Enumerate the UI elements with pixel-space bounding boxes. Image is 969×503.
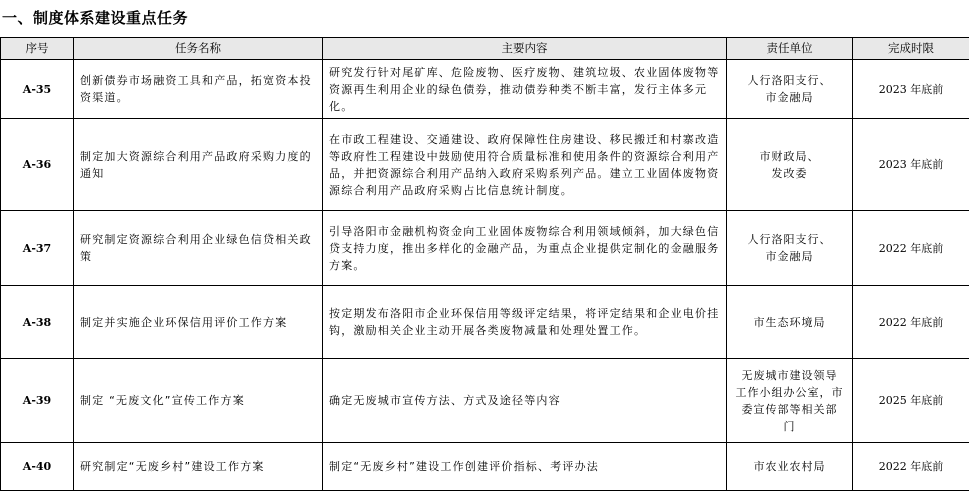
row-content: 确定无废城市宣传方法、方式及途径等内容 [323,359,727,443]
row-deadline: 2023 年底前 [853,119,969,211]
row-content: 在市政工程建设、交通建设、政府保障性住房建设、移民搬迁和村寨改造等政府性工程建设中鼓励使用符合质量标准和使用条件的资源综合利用产品，并把资源综合利用产品纳入政府采购系列产品。建立工业固体废物资源综合利用产品政府采购占比信息统计制度。 [323,119,727,211]
table-row [1,119,969,211]
row-content: 制定“无废乡村”建设工作创建评价指标、考评办法 [323,443,727,491]
unit-line: 市财政局、 [759,149,820,163]
section-title: 一、制度体系建设重点任务 [2,9,189,27]
unit-line: 无废城市建设领导 [741,368,838,382]
header-unit: 责任单位 [727,38,853,60]
row-num: A-38 [1,286,74,359]
header-deadline: 完成时限 [853,38,969,60]
unit-line: 人行洛阳支行、 [747,233,832,246]
row-content: 研究发行针对尾矿库、危险废物、医疗废物、建筑垃圾、农业固体废物等资源再生利用企业的绿色债券，推动债券种类不断丰富，发行主体多元化。 [323,60,727,119]
table-row [1,60,969,119]
table-row [1,443,969,491]
unit-line: 市农业农村局 [753,460,826,473]
header-num: 序号 [1,38,74,60]
row-num: A-37 [1,211,74,286]
row-deadline: 2022 年底前 [853,443,969,491]
row-deadline: 2025 年底前 [853,359,969,443]
row-unit [727,60,853,119]
table-row [1,211,969,286]
row-unit [727,443,853,491]
unit-line: 市金融局 [765,250,814,263]
row-unit [727,359,853,443]
task-table [0,37,969,491]
row-num: A-40 [1,443,74,491]
row-task-name: 创新债券市场融资工具和产品，拓宽资本投资渠道。 [74,60,323,119]
row-num: A-35 [1,60,74,119]
unit-line: 市金融局 [765,91,814,104]
unit-line: 工作小组办公室，市 [735,385,844,399]
unit-line: 发改委 [771,166,808,180]
row-task-name: 研究制定“无废乡村”建设工作方案 [74,443,323,491]
row-content: 按定期发布洛阳市企业环保信用等级评定结果，将评定结果和企业电价挂钩，激励相关企业主动开展各类废物减量和处理处置工作。 [323,286,727,359]
header-content: 主要内容 [323,38,727,60]
table-row [1,286,969,359]
unit-line: 市生态环境局 [753,315,826,329]
row-num: A-39 [1,359,74,443]
row-num: A-36 [1,119,74,211]
unit-line: 委宣传部等相关部 [741,402,838,416]
row-content: 引导洛阳市金融机构资金向工业固体废物综合利用领域倾斜，加大绿色信贷支持力度，推出多样化的金融产品，为重点企业提供定制化的金融服务方案。 [323,211,727,286]
table-row [1,359,969,443]
row-task-name: 制定加大资源综合利用产品政府采购力度的通知 [74,119,323,211]
row-deadline: 2023 年底前 [853,60,969,119]
row-task-name: 研究制定资源综合利用企业绿色信贷相关政策 [74,211,323,286]
row-unit [727,286,853,359]
header-name: 任务名称 [74,38,323,60]
table-header-row [1,38,969,60]
unit-line: 人行洛阳支行、 [747,74,832,87]
row-deadline: 2022 年底前 [853,211,969,286]
unit-line: 门 [783,419,796,433]
row-unit [727,119,853,211]
row-deadline: 2022 年底前 [853,286,969,359]
row-unit [727,211,853,286]
row-task-name: 制定 “无废文化”宣传工作方案 [74,359,323,443]
row-task-name: 制定并实施企业环保信用评价工作方案 [74,286,323,359]
